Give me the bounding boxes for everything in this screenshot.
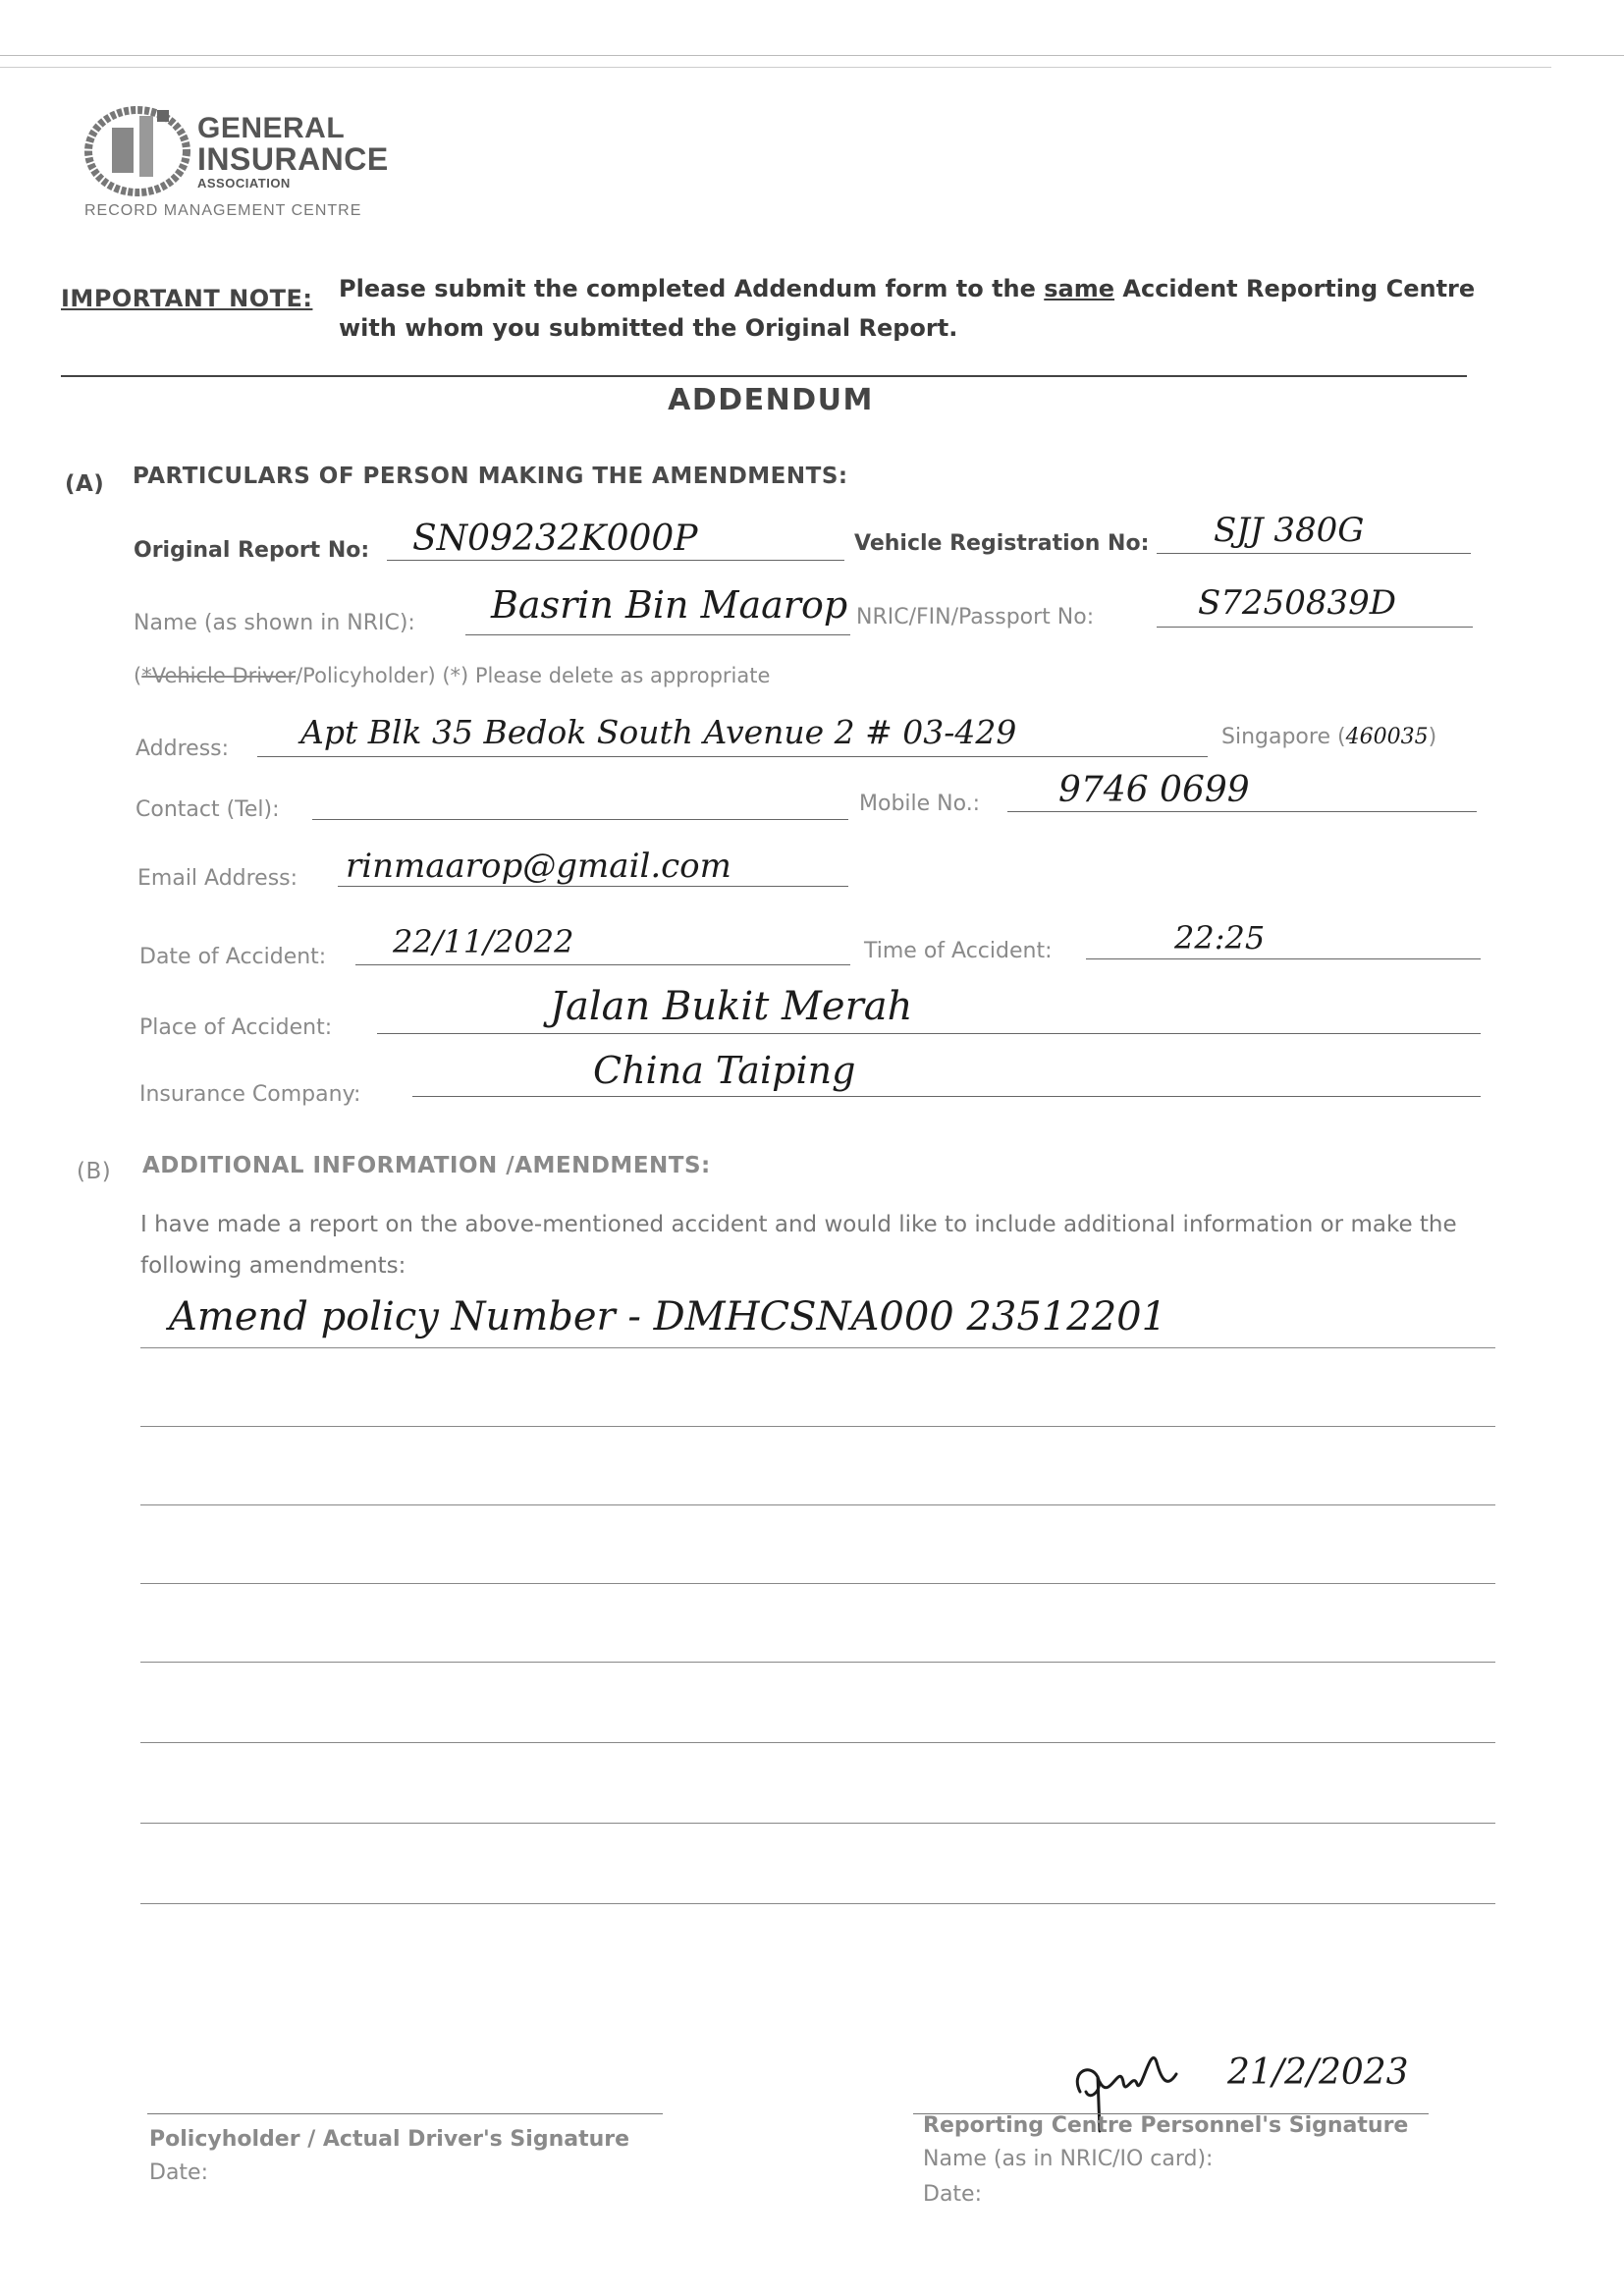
nric-value[interactable]: S7250839D	[1198, 583, 1396, 623]
mobile-line	[1007, 811, 1477, 812]
section-b-intro: I have made a report on the above-mentioned accident and would like to include additional information or make the following amendments:	[140, 1212, 1457, 1279]
mobile-label: Mobile No.:	[859, 792, 981, 816]
address-line	[257, 756, 1208, 757]
date-label: Date of Accident:	[139, 945, 327, 969]
officer-signature-label: Reporting Centre Personnel's Signature	[923, 2113, 1409, 2138]
ruled-line-5	[140, 1662, 1495, 1663]
policyholder-date-label: Date:	[149, 2160, 208, 2185]
scan-edge	[0, 67, 1551, 68]
nric-label: NRIC/FIN/Passport No:	[856, 605, 1095, 629]
insurance-value[interactable]: China Taiping	[593, 1049, 856, 1092]
place-line	[377, 1033, 1481, 1034]
insurance-line	[412, 1096, 1481, 1097]
place-value[interactable]: Jalan Bukit Merah	[550, 984, 913, 1029]
important-note-text	[339, 269, 1478, 348]
policyholder-signature-label: Policyholder / Actual Driver's Signature	[149, 2127, 630, 2152]
postal-value[interactable]: 460035	[1345, 725, 1429, 749]
divider	[61, 375, 1467, 377]
time-line	[1086, 958, 1481, 959]
section-b-heading: ADDITIONAL INFORMATION /AMENDMENTS:	[142, 1153, 711, 1178]
email-value[interactable]: rinmaarop@gmail.com	[346, 847, 731, 886]
policyholder-signature-line[interactable]	[147, 2113, 663, 2114]
logo-line2: INSURANCE	[197, 141, 389, 177]
officer-name-label: Name (as in NRIC/IO card):	[923, 2147, 1214, 2171]
section-a-letter: (A)	[65, 471, 105, 497]
amendment-text[interactable]: Amend policy Number - DMHCSNA000 23512201	[169, 1294, 1167, 1339]
officer-date-label: Date:	[923, 2182, 982, 2207]
role-note-rest: /Policyholder) (*) Please delete as appropriate	[296, 664, 771, 687]
ruled-line-4	[140, 1583, 1495, 1584]
vehicle-reg-value[interactable]: SJJ 380G	[1214, 511, 1365, 550]
name-line	[465, 634, 850, 635]
ruled-line-6	[140, 1742, 1495, 1743]
logo-subtitle: RECORD MANAGEMENT CENTRE	[84, 202, 362, 219]
original-report-value[interactable]: SN09232K000P	[412, 519, 698, 559]
role-note	[134, 664, 770, 687]
scan-edge	[0, 55, 1624, 56]
vehicle-reg-line	[1157, 553, 1471, 554]
original-report-label: Original Report No:	[134, 538, 370, 563]
email-label: Email Address:	[137, 866, 298, 891]
singapore-postal	[1221, 725, 1436, 749]
date-value[interactable]: 22/11/2022	[393, 923, 574, 960]
section-a-heading: PARTICULARS OF PERSON MAKING THE AMENDMENTS:	[133, 464, 848, 489]
role-note-open: (	[134, 664, 142, 687]
important-note-label: IMPORTANT NOTE:	[61, 285, 313, 312]
ruled-line-7	[140, 1823, 1495, 1824]
officer-signed-date: 21/2/2023	[1227, 2052, 1409, 2093]
ruled-line-8	[140, 1903, 1495, 1904]
contact-line[interactable]	[312, 819, 848, 820]
logo-line3: ASSOCIATION	[197, 176, 291, 191]
date-line	[355, 964, 850, 965]
original-report-line	[387, 560, 844, 561]
ruled-line-3	[140, 1504, 1495, 1505]
gia-logo-icon	[82, 102, 192, 196]
time-value[interactable]: 22:25	[1174, 919, 1266, 957]
ruled-line-2	[140, 1426, 1495, 1427]
singapore-close: )	[1428, 725, 1437, 749]
section-b-letter: (B)	[77, 1159, 112, 1184]
role-struck: *Vehicle Driver	[141, 664, 297, 687]
name-value[interactable]: Basrin Bin Maarop	[491, 583, 848, 627]
logo-wordmark	[197, 114, 389, 190]
logo-line1: GENERAL	[197, 112, 346, 144]
singapore-label: Singapore (	[1221, 725, 1346, 749]
name-label: Name (as shown in NRIC):	[134, 611, 415, 635]
ruled-line-1	[140, 1347, 1495, 1348]
form-title: ADDENDUM	[668, 383, 874, 417]
place-label: Place of Accident:	[139, 1015, 333, 1040]
contact-label: Contact (Tel):	[135, 797, 280, 822]
vehicle-reg-label: Vehicle Registration No:	[854, 531, 1150, 556]
note-text-after: Accident Reporting Centre with whom you submitted the Original Report.	[339, 275, 1476, 342]
address-label: Address:	[135, 737, 230, 761]
address-value[interactable]: Apt Blk 35 Bedok South Avenue 2 # 03-429	[300, 713, 1017, 751]
insurance-label: Insurance Company:	[139, 1082, 361, 1107]
email-line	[338, 886, 848, 887]
time-label: Time of Accident:	[864, 939, 1053, 963]
nric-line	[1157, 627, 1473, 628]
note-text-before: Please submit the completed Addendum form to the	[339, 275, 1045, 302]
note-text-underlined: same	[1044, 275, 1115, 302]
mobile-value[interactable]: 9746 0699	[1058, 770, 1250, 810]
